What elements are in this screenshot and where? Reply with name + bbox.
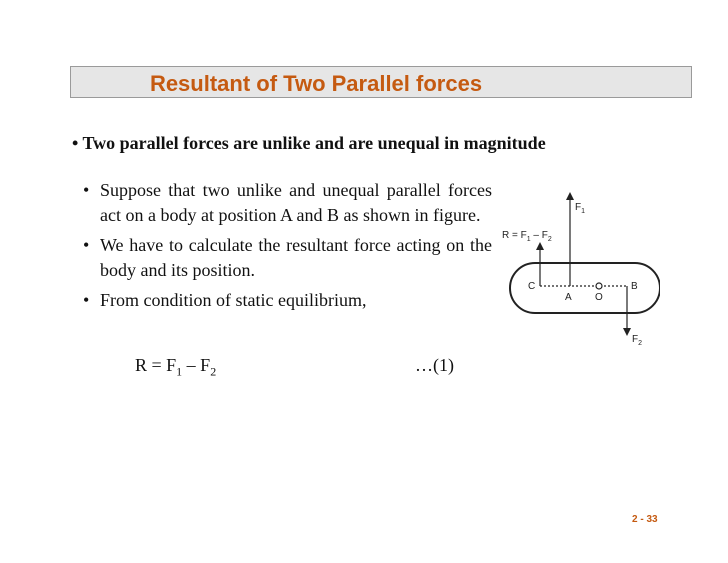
sub-bullet-text: From condition of static equilibrium,: [100, 290, 367, 310]
page-number: 2 - 33: [632, 514, 658, 525]
slide-title: Resultant of Two Parallel forces: [149, 71, 483, 96]
equation-sub-2: 2: [210, 364, 217, 379]
sub-bullet-1: [80, 178, 492, 228]
bullet-icon: •: [83, 180, 90, 200]
point-o: [596, 283, 602, 289]
label-a: A: [565, 292, 572, 303]
resultant-equation: [135, 355, 216, 380]
label-f2: $F_2$: [632, 334, 643, 347]
sub-bullet-list: [80, 178, 492, 318]
label-b: B: [631, 281, 638, 292]
sub-bullet-2: [80, 233, 492, 283]
title-bar: [70, 66, 692, 98]
equation-sub-1: 1: [176, 364, 183, 379]
sub-bullet-text: We have to calculate the resultant force acting on the body and its position.: [100, 235, 492, 280]
resultant-label: $R = F_1 - F_2$: [502, 230, 552, 243]
equation-lhs: R = F: [135, 355, 177, 375]
bullet-icon: •: [83, 235, 90, 255]
sub-bullet-text: Suppose that two unlike and unequal parallel forces act on a body at position A and B as shown in figure.: [100, 180, 492, 225]
equation-minus: – F: [182, 355, 211, 375]
label-o: O: [595, 292, 603, 303]
equation-number: …(1): [415, 355, 454, 375]
main-bullet: • Two parallel forces are unlike and are unequal in magnitude: [72, 133, 546, 153]
force-diagram: [500, 190, 660, 350]
label-c: C: [528, 281, 536, 292]
label-f1: $F_1$: [575, 202, 586, 215]
sub-bullet-3: [80, 288, 492, 313]
bullet-icon: •: [83, 290, 90, 310]
